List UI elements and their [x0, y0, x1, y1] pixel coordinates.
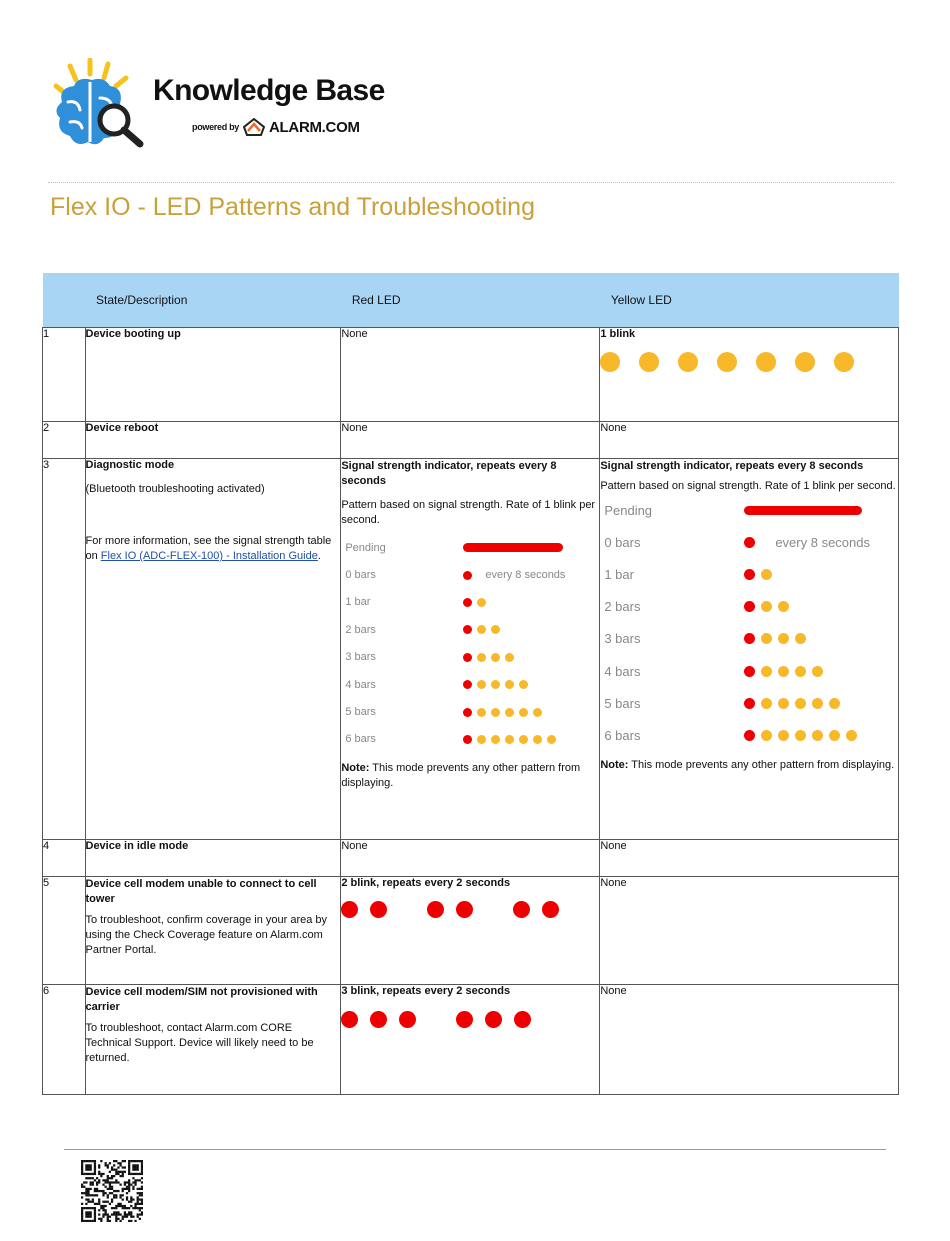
- yellow-led-dot: [491, 625, 500, 634]
- more-info-period: .: [317, 550, 321, 562]
- signal-label: 4 bars: [604, 663, 641, 679]
- yellow-led-dot: [505, 708, 514, 717]
- yellow-led-dot: [761, 666, 772, 677]
- red-led-title: Signal strength indicator, repeats every 8 seconds: [341, 460, 557, 487]
- red-led-dot: [463, 735, 472, 744]
- signal-row: [600, 687, 898, 719]
- yellow-led-dot: [834, 352, 854, 372]
- more-info-text: For more information, see the signal strength table on: [85, 535, 332, 562]
- yellow-led-dot: [505, 735, 514, 744]
- red-led-dot: [341, 1011, 358, 1028]
- red-led-value: 3 blink, repeats every 2 seconds: [341, 985, 511, 997]
- table-row: [43, 459, 899, 840]
- yellow-led-dot: [761, 698, 772, 709]
- powered-by: [192, 118, 360, 136]
- yellow-led-dot: [678, 352, 698, 372]
- yellow-led-dot: [600, 352, 620, 372]
- signal-row: [600, 719, 898, 751]
- signal-note: every 8 seconds: [775, 534, 870, 550]
- yellow-led-dot: [795, 352, 815, 372]
- red-led-dot: [456, 901, 473, 918]
- yellow-led-dot: [477, 680, 486, 689]
- signal-strength-table-yellow: [600, 494, 898, 752]
- row-number: 4: [43, 840, 86, 877]
- signal-row: [341, 726, 599, 753]
- signal-label: Pending: [345, 541, 386, 554]
- red-led-dot: [744, 698, 755, 709]
- yellow-led-dot: [778, 601, 789, 612]
- signal-label: 0 bars: [345, 569, 376, 582]
- signal-dots: [744, 506, 862, 515]
- yellow-led-dot: [491, 735, 500, 744]
- header-yellow-led: Yellow LED: [600, 273, 899, 328]
- state-title: Device cell modem unable to connect to cell tower: [85, 878, 317, 905]
- signal-row: [600, 494, 898, 526]
- signal-row: [341, 561, 599, 588]
- yellow-led-value: None: [600, 422, 627, 434]
- table-row: [43, 985, 899, 1095]
- signal-label: 5 bars: [345, 706, 376, 719]
- yellow-led-dot: [519, 680, 528, 689]
- yellow-led-dot: [795, 730, 806, 741]
- yellow-led-dot: [795, 633, 806, 644]
- signal-dots: [463, 543, 563, 552]
- row-number: 3: [43, 459, 86, 840]
- red-led-dot: [463, 680, 472, 689]
- red-led-dot: [370, 1011, 387, 1028]
- state-title: Diagnostic mode: [85, 459, 175, 471]
- yellow-led-dot: [477, 625, 486, 634]
- yellow-led-dot: [477, 735, 486, 744]
- yellow-led-dot: [477, 598, 486, 607]
- table-row: [43, 877, 899, 985]
- signal-row: [600, 655, 898, 687]
- signal-dots: [463, 708, 547, 717]
- signal-label: 3 bars: [604, 631, 641, 647]
- state-title: Device in idle mode: [85, 840, 189, 852]
- yellow-led-dot: [477, 653, 486, 662]
- yellow-led-dot: [812, 698, 823, 709]
- state-subtitle: (Bluetooth troubleshooting activated): [85, 483, 265, 495]
- yellow-led-value: None: [600, 877, 627, 889]
- signal-label: Pending: [604, 502, 653, 518]
- yellow-led-dot: [491, 653, 500, 662]
- state-title: Device reboot: [85, 422, 159, 434]
- yellow-led-dot: [491, 680, 500, 689]
- signal-dots: [463, 569, 565, 581]
- header-state: State/Description: [85, 273, 341, 328]
- signal-strength-table-red: [341, 534, 599, 753]
- signal-dots: [744, 666, 829, 677]
- qr-code-icon: [81, 1160, 143, 1222]
- signal-dots: [463, 735, 561, 744]
- yellow-led-dot: [477, 708, 486, 717]
- state-title: Device cell modem/SIM not provisioned with carrier: [85, 986, 318, 1013]
- yellow-led-dot: [505, 653, 514, 662]
- signal-dots: [463, 653, 519, 662]
- signal-dots: [744, 601, 795, 612]
- signal-label: 3 bars: [345, 651, 376, 664]
- table-row: [43, 422, 899, 459]
- red-led-dot: [463, 571, 472, 580]
- yellow-led-dot: [795, 666, 806, 677]
- red-blink-pattern: [341, 1011, 599, 1028]
- note: [341, 761, 599, 791]
- signal-note: every 8 seconds: [485, 569, 566, 582]
- signal-row: [341, 644, 599, 671]
- yellow-led-dot: [756, 352, 776, 372]
- table-row: [43, 328, 899, 422]
- red-led-dot: [456, 1011, 473, 1028]
- yellow-led-dot: [639, 352, 659, 372]
- note-text: This mode prevents any other pattern from displaying.: [628, 758, 895, 771]
- yellow-led-dot: [533, 735, 542, 744]
- red-blink-pattern: [341, 901, 599, 918]
- yellow-led-dot: [717, 352, 737, 372]
- red-led-dot: [542, 901, 559, 918]
- yellow-led-dot: [761, 601, 772, 612]
- signal-label: 4 bars: [345, 678, 376, 691]
- yellow-led-title: Signal strength indicator, repeats every 8 seconds: [600, 460, 864, 472]
- state-desc: To troubleshoot, contact Alarm.com CORE Technical Support. Device will likely need to be returned.: [85, 1022, 314, 1064]
- yellow-led-dot: [778, 633, 789, 644]
- signal-dots: [744, 698, 846, 709]
- yellow-led-dot: [812, 730, 823, 741]
- led-pattern-table: [42, 273, 899, 1095]
- pending-bar: [463, 543, 563, 552]
- powered-by-label: powered by: [192, 122, 240, 132]
- brand-name: ALARM.COM: [269, 118, 360, 136]
- signal-row: [341, 534, 599, 561]
- signal-row: [341, 671, 599, 698]
- yellow-led-value: None: [600, 985, 627, 997]
- yellow-led-dot: [505, 680, 514, 689]
- red-led-dot: [463, 598, 472, 607]
- installation-guide-link[interactable]: Flex IO (ADC-FLEX-100) - Installation Guide: [100, 550, 318, 562]
- yellow-led-dot: [812, 666, 823, 677]
- yellow-led-dot: [491, 708, 500, 717]
- red-led-dot: [744, 730, 755, 741]
- yellow-led-value: None: [600, 840, 627, 852]
- row-number: 1: [43, 328, 86, 422]
- state-desc: To troubleshoot, confirm coverage in your area by using the Check Coverage feature on Alarm.com Partner Portal.: [85, 914, 328, 956]
- yellow-led-dot: [519, 735, 528, 744]
- yellow-led-dot: [795, 698, 806, 709]
- red-led-dot: [744, 537, 755, 548]
- yellow-led-dot: [778, 666, 789, 677]
- red-led-value: None: [341, 328, 368, 340]
- signal-dots: [744, 569, 778, 580]
- red-led-value: None: [341, 422, 368, 434]
- alarm-com-logo-icon: [243, 118, 265, 136]
- note-label: Note:: [600, 758, 629, 771]
- yellow-led-dot: [829, 698, 840, 709]
- signal-label: 6 bars: [345, 733, 376, 746]
- yellow-led-dot: [846, 730, 857, 741]
- red-led-value: 2 blink, repeats every 2 seconds: [341, 877, 511, 889]
- yellow-led-dot: [778, 730, 789, 741]
- header-red-led: Red LED: [341, 273, 600, 328]
- note-label: Note:: [341, 762, 370, 775]
- red-led-dot: [513, 901, 530, 918]
- signal-row: [341, 616, 599, 643]
- red-led-dot: [399, 1011, 416, 1028]
- yellow-led-dot: [761, 633, 772, 644]
- signal-label: 0 bars: [604, 534, 641, 550]
- yellow-led-dot: [778, 698, 789, 709]
- signal-dots: [744, 730, 863, 741]
- red-led-dot: [744, 666, 755, 677]
- table-header-row: [43, 273, 899, 328]
- signal-label: 6 bars: [604, 727, 641, 743]
- signal-dots: [744, 535, 870, 550]
- row-number: 2: [43, 422, 86, 459]
- signal-row: [600, 558, 898, 590]
- red-led-dot: [744, 601, 755, 612]
- yellow-led-value: 1 blink: [600, 328, 636, 340]
- red-led-dot: [341, 901, 358, 918]
- red-led-desc: Pattern based on signal strength. Rate of 1 blink per second.: [341, 499, 596, 526]
- note: [600, 758, 898, 773]
- yellow-led-desc: Pattern based on signal strength. Rate of 1 blink per second.: [600, 480, 896, 492]
- signal-label: 5 bars: [604, 695, 641, 711]
- signal-row: [600, 623, 898, 655]
- signal-dots: [744, 633, 812, 644]
- yellow-led-dot: [533, 708, 542, 717]
- signal-row: [341, 589, 599, 616]
- note-text: This mode prevents any other pattern from displaying.: [341, 762, 581, 790]
- signal-dots: [463, 625, 505, 634]
- row-number: 6: [43, 985, 86, 1095]
- footer-divider: [64, 1149, 886, 1150]
- knowledge-base-title: Knowledge Base: [153, 74, 385, 107]
- red-led-dot: [485, 1011, 502, 1028]
- red-led-dot: [463, 708, 472, 717]
- signal-label: 2 bars: [604, 599, 641, 615]
- red-led-dot: [370, 901, 387, 918]
- pending-bar: [744, 506, 862, 515]
- header-num: [43, 273, 86, 328]
- row-number: 5: [43, 877, 86, 985]
- page-title: Flex IO - LED Patterns and Troubleshooting: [50, 193, 535, 221]
- signal-dots: [463, 680, 533, 689]
- red-led-dot: [744, 633, 755, 644]
- yellow-led-dot: [519, 708, 528, 717]
- red-led-dot: [514, 1011, 531, 1028]
- state-more-info: [86, 534, 341, 564]
- yellow-led-dot: [761, 730, 772, 741]
- yellow-led-dot: [761, 569, 772, 580]
- red-led-dot: [744, 569, 755, 580]
- red-led-dot: [463, 653, 472, 662]
- signal-row: [600, 526, 898, 558]
- signal-label: 2 bars: [345, 623, 376, 636]
- yellow-led-dot: [547, 735, 556, 744]
- signal-label: 1 bar: [604, 566, 634, 582]
- header-divider: [48, 182, 894, 183]
- yellow-led-dot: [829, 730, 840, 741]
- red-led-dot: [463, 625, 472, 634]
- table-row: [43, 840, 899, 877]
- red-led-value: None: [341, 840, 368, 852]
- state-title: Device booting up: [85, 328, 181, 340]
- signal-row: [341, 698, 599, 725]
- brain-magnifier-icon: [48, 58, 148, 154]
- yellow-blink-pattern: [600, 352, 898, 372]
- signal-label: 1 bar: [345, 596, 371, 609]
- signal-row: [600, 591, 898, 623]
- signal-dots: [463, 598, 491, 607]
- red-led-dot: [427, 901, 444, 918]
